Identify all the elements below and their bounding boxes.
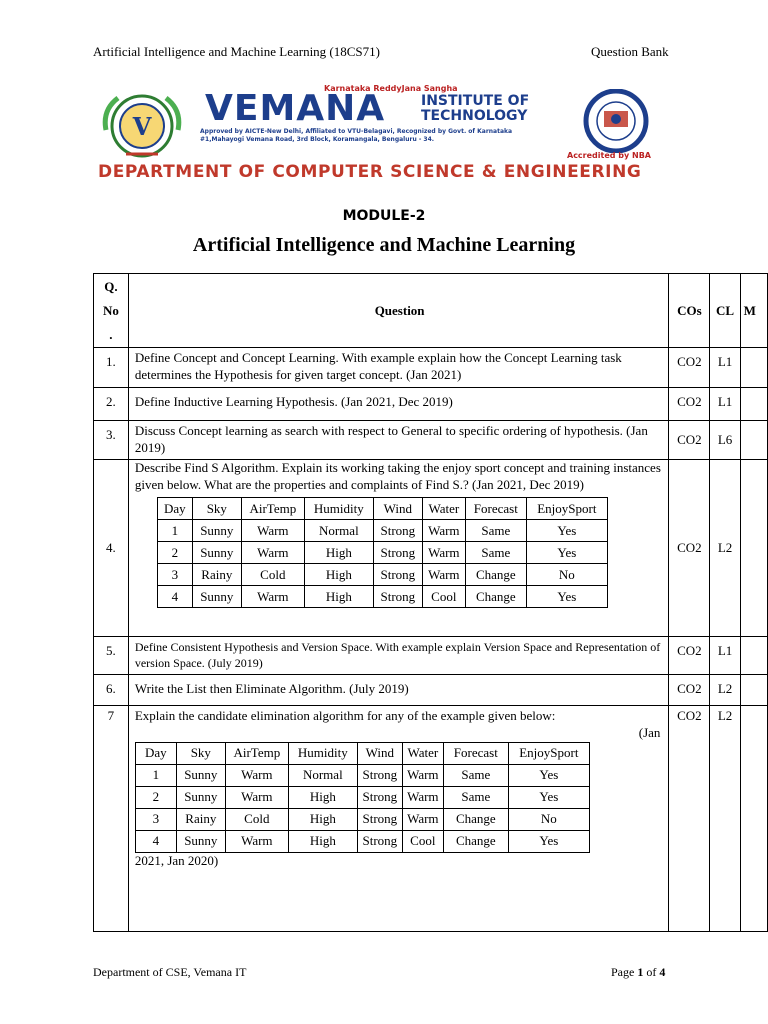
cell: No [508, 808, 589, 830]
address-line: #1,Mahayogi Vemana Road, 3rd Block, Koramangala, Bengaluru - 34. [200, 136, 435, 143]
page-total: 4 [659, 965, 666, 979]
header-marks: M [740, 274, 767, 348]
cell: Same [443, 764, 508, 786]
cell: 4 [135, 830, 176, 852]
cl-value: L2 [710, 706, 740, 932]
cl-value: L2 [710, 460, 740, 637]
co-value: CO2 [669, 460, 710, 637]
cell: Rainy [176, 808, 225, 830]
question-text: Write the List then Eliminate Algorithm. (July 2019) [134, 681, 409, 696]
cell: Sunny [192, 586, 241, 608]
sangha-text: Karnataka ReddyJana Sangha [324, 84, 458, 93]
co-value: CO2 [669, 388, 710, 421]
question-number: 1. [94, 348, 129, 388]
col-forecast: Forecast [465, 498, 526, 520]
institute-suffix [421, 94, 529, 124]
cell: 2 [135, 786, 176, 808]
question-text: Discuss Concept learning as search with respect to General to specific ordering of hypothesis. (Jan 2019) [134, 423, 648, 455]
table-row [94, 348, 768, 388]
header-cos: COs [669, 274, 710, 348]
question-number: 4. [94, 460, 129, 637]
cell: Same [443, 786, 508, 808]
cell: Cold [225, 808, 288, 830]
training-row [157, 520, 607, 542]
cell: Strong [357, 808, 402, 830]
cell: Yes [526, 542, 607, 564]
department-heading: DEPARTMENT OF COMPUTER SCIENCE & ENGINEERING [98, 162, 642, 182]
table-row [94, 388, 768, 421]
cell: Strong [373, 520, 422, 542]
cell: Warm [402, 764, 443, 786]
col-forecast: Forecast [443, 742, 508, 764]
cell: Warm [241, 586, 304, 608]
col-wind: Wind [357, 742, 402, 764]
cell: Rainy [192, 564, 241, 586]
cell: Same [465, 520, 526, 542]
co-value: CO2 [669, 706, 710, 932]
cell: Same [465, 542, 526, 564]
cell: Sunny [192, 542, 241, 564]
cell: 1 [135, 764, 176, 786]
header-qno-line2: No [102, 302, 119, 318]
nba-seal-logo [566, 89, 666, 153]
cell: Warm [422, 542, 465, 564]
question-number: 3. [94, 421, 129, 460]
accreditation-text: Accredited by NBA [567, 151, 651, 160]
question-text: Define Concept and Concept Learning. With example explain how the Concept Learning task determines the Hypothesis for given target concept. (Jan 2021) [134, 350, 622, 382]
cell: Yes [526, 586, 607, 608]
page-mid: of [643, 965, 660, 979]
col-water: Water [402, 742, 443, 764]
training-row [135, 764, 589, 786]
table-row [94, 421, 768, 460]
page-current: 1 [637, 965, 644, 979]
cell: Change [443, 830, 508, 852]
cell: Yes [508, 764, 589, 786]
training-header [157, 498, 607, 520]
footer-department: Department of CSE, Vemana IT [93, 965, 247, 979]
co-value: CO2 [669, 348, 710, 388]
cell: Strong [373, 586, 422, 608]
cell: Change [465, 586, 526, 608]
col-day: Day [157, 498, 192, 520]
cl-value: L1 [710, 348, 740, 388]
cell: Strong [373, 542, 422, 564]
table-row [94, 675, 768, 706]
training-row [135, 786, 589, 808]
training-row [135, 808, 589, 830]
cl-value: L1 [710, 637, 740, 675]
cell: Warm [402, 808, 443, 830]
question-text: Describe Find S Algorithm. Explain its working taking the enjoy sport concept and training instances given below. What are the properties and complaints of Find S.? (Jan 2021, Dec 2019) [134, 460, 661, 492]
col-humidity: Humidity [304, 498, 373, 520]
cell: Warm [402, 786, 443, 808]
col-enjoysport: EnjoySport [526, 498, 607, 520]
cell: 3 [135, 808, 176, 830]
header-qno-line1: Q. [104, 278, 118, 294]
cell: Strong [357, 830, 402, 852]
header-doc-type: Question Bank [591, 44, 669, 59]
institute-banner [92, 84, 674, 186]
col-humidity: Humidity [288, 742, 357, 764]
question-table [93, 273, 768, 932]
question-number: 2. [94, 388, 129, 421]
question-number: 7 [94, 706, 129, 932]
approval-text [200, 128, 565, 144]
cell: Sunny [176, 786, 225, 808]
cell: Warm [225, 764, 288, 786]
cell: 4 [157, 586, 192, 608]
cell: Change [465, 564, 526, 586]
cell: Sunny [192, 520, 241, 542]
col-day: Day [135, 742, 176, 764]
cell: Yes [508, 830, 589, 852]
question-text: Define Consistent Hypothesis and Version Space. With example explain Version Space and Representation of version Space. (July 2019) [134, 640, 661, 670]
header-course-title: Artificial Intelligence and Machine Learning (18CS71) [93, 44, 380, 59]
institute-line2: TECHNOLOGY [421, 108, 528, 124]
cell: Warm [241, 520, 304, 542]
table-header-row [94, 274, 768, 348]
cell: 3 [157, 564, 192, 586]
training-row [157, 542, 607, 564]
co-value: CO2 [669, 421, 710, 460]
question-text: Explain the candidate elimination algorithm for any of the example given below: [134, 708, 556, 723]
col-sky: Sky [176, 742, 225, 764]
cell: High [304, 586, 373, 608]
cell: Normal [288, 764, 357, 786]
cell: Warm [422, 520, 465, 542]
co-value: CO2 [669, 637, 710, 675]
training-table-q7 [135, 742, 590, 853]
cell: Cool [422, 586, 465, 608]
header-question: Question [128, 274, 669, 348]
approval-line: Approved by AICTE-New Delhi, Affiliated to VTU-Belagavi, Recognized by Govt. of Karnataka [200, 128, 513, 135]
question-date-tail: 2021, Jan 2020) [134, 852, 219, 868]
cell: 2 [157, 542, 192, 564]
cell: Warm [225, 786, 288, 808]
training-table-q4 [157, 497, 608, 608]
header-qno [94, 274, 129, 348]
training-header [135, 742, 589, 764]
header-cl: CL [710, 274, 740, 348]
cell: No [526, 564, 607, 586]
table-row [94, 637, 768, 675]
col-airtemp: AirTemp [225, 742, 288, 764]
cell: High [288, 808, 357, 830]
page-title: Artificial Intelligence and Machine Learning [192, 234, 576, 256]
col-enjoysport: EnjoySport [508, 742, 589, 764]
page-prefix: Page [611, 965, 638, 979]
cell: Yes [526, 520, 607, 542]
cell: Sunny [176, 830, 225, 852]
cell: Cool [402, 830, 443, 852]
question-text: Define Inductive Learning Hypothesis. (Jan 2021, Dec 2019) [134, 394, 453, 409]
training-row [157, 586, 607, 608]
cell: Yes [508, 786, 589, 808]
training-row [157, 564, 607, 586]
cell: Warm [225, 830, 288, 852]
cell: Sunny [176, 764, 225, 786]
cell: High [288, 830, 357, 852]
table-row [94, 460, 768, 637]
module-heading: MODULE-2 [342, 208, 426, 224]
co-value: CO2 [669, 675, 710, 706]
cell: Change [443, 808, 508, 830]
col-water: Water [422, 498, 465, 520]
cell: Normal [304, 520, 373, 542]
cell: High [288, 786, 357, 808]
cell: Strong [357, 786, 402, 808]
cell: Cold [241, 564, 304, 586]
institute-line1: INSTITUTE OF [421, 93, 530, 109]
header-qno-line3: . [109, 326, 113, 342]
institute-name: VEMANA [205, 88, 386, 129]
cell: Warm [241, 542, 304, 564]
cell: Warm [422, 564, 465, 586]
cell: High [304, 542, 373, 564]
table-row [94, 706, 768, 932]
cl-value: L2 [710, 675, 740, 706]
svg-text:V: V [132, 112, 152, 141]
col-wind: Wind [373, 498, 422, 520]
col-sky: Sky [192, 498, 241, 520]
footer-page-number [611, 965, 665, 980]
training-row [135, 830, 589, 852]
cell: High [304, 564, 373, 586]
cell: Strong [357, 764, 402, 786]
cl-value: L1 [710, 388, 740, 421]
question-date-part: (Jan [638, 724, 661, 740]
cell: 1 [157, 520, 192, 542]
institute-emblem-logo [96, 90, 188, 160]
col-airtemp: AirTemp [241, 498, 304, 520]
cell: Strong [373, 564, 422, 586]
question-number: 6. [94, 675, 129, 706]
question-number: 5. [94, 637, 129, 675]
cl-value: L6 [710, 421, 740, 460]
